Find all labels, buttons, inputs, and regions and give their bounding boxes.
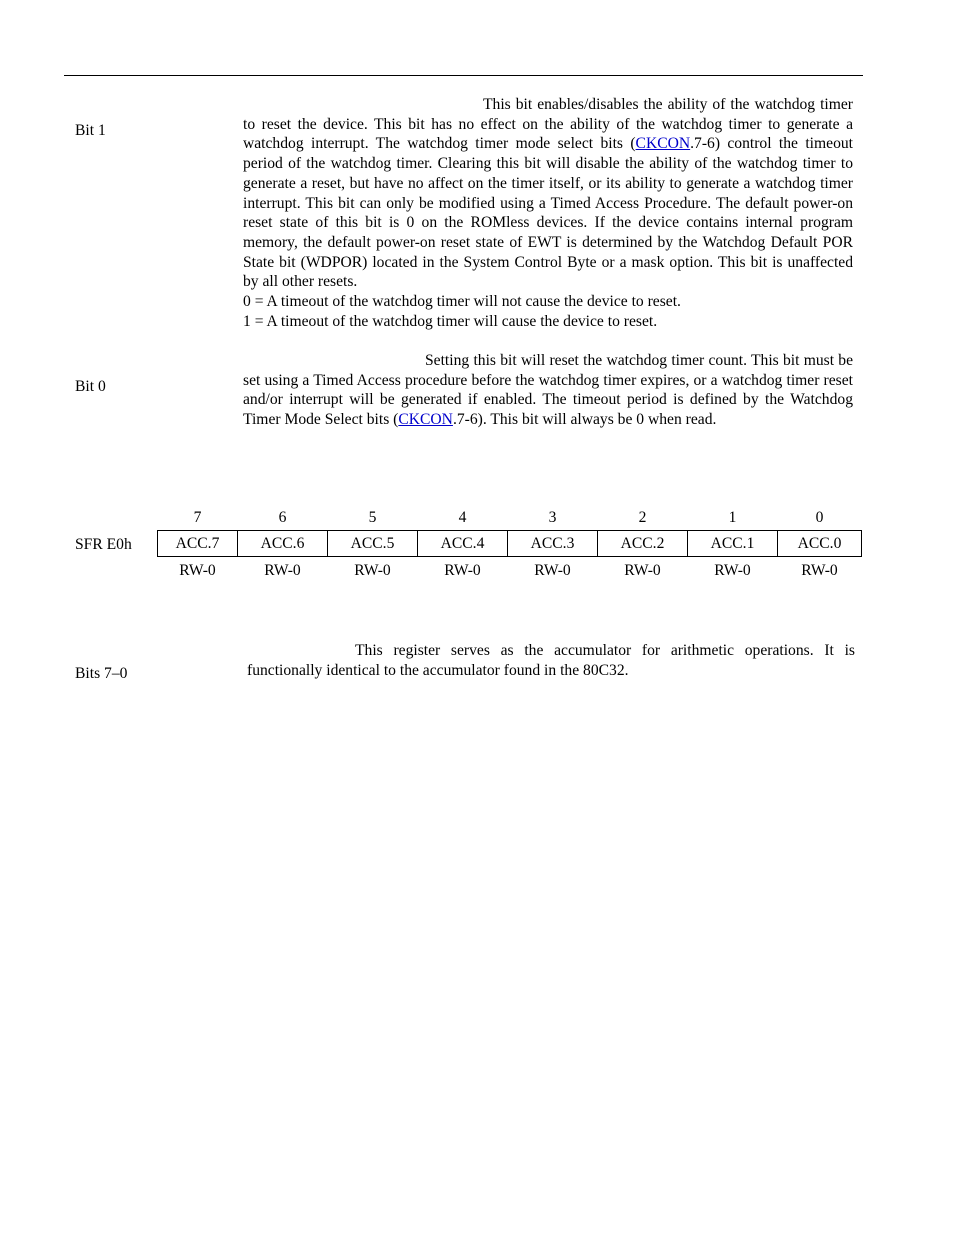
bit0-description (243, 351, 853, 430)
ckcon-link[interactable]: CKCON (635, 135, 691, 153)
bit-access-cell: RW-0 (179, 561, 216, 579)
bits70-text: This register serves as the accumulator for arithmetic operations. It is functionally identical to the accumulator found in the 80C32. (247, 642, 855, 679)
bit0-label: Bit 0 (75, 378, 106, 395)
bit-number: 6 (278, 509, 287, 526)
ckcon-link[interactable]: CKCON (398, 411, 453, 429)
bit1-description (243, 95, 853, 331)
bit-access-cell: RW-0 (714, 561, 751, 579)
bit-access-cell: RW-0 (264, 561, 301, 579)
bit1-label: Bit 1 (75, 122, 106, 139)
bit-number: 3 (548, 509, 557, 526)
bit-name-cell: ACC.6 (238, 531, 328, 557)
sfr-address-label: SFR E0h (75, 536, 132, 553)
bit0-text-b: .7-6). This bit will always be 0 when read. (452, 411, 717, 429)
bit-number: 5 (368, 509, 377, 526)
bit-name-cell: ACC.3 (508, 531, 598, 557)
register-bit-table (157, 506, 862, 584)
bit-name-cell: ACC.1 (688, 531, 778, 557)
bit-number-row (158, 506, 862, 531)
bit1-text-a: This bit enables/disables the ability of the watchdog timer to reset the device. This bit has no effect on the ability of the watchdog timer to generate a watchdog interrupt. The watchdog timer mode select bits ( (243, 96, 853, 153)
bit-name-cell: ACC.4 (418, 531, 508, 557)
bit-name-cell: ACC.2 (598, 531, 688, 557)
bit-access-cell: RW-0 (624, 561, 661, 579)
bit-access-cell: RW-0 (444, 561, 481, 579)
bit-number: 2 (638, 509, 647, 526)
bit-number: 0 (815, 509, 824, 526)
bit1-option-1: 1 = A timeout of the watchdog timer will cause the device to reset. (243, 312, 658, 330)
bit-name-cell: ACC.5 (328, 531, 418, 557)
bit-access-cell: RW-0 (534, 561, 571, 579)
bit0-text-a: Setting this bit will reset the watchdog timer count. This bit must be set using a Timed Access procedure before the watchdog timer expires, or a watchdog timer reset and/or interrupt will be generated if enabled. The timeout period is defined by the Watchdog Timer Mode Select bits ( (243, 352, 853, 429)
bit-access-row (158, 557, 862, 585)
bits70-label: Bits 7–0 (75, 665, 128, 682)
bits70-description (247, 641, 855, 680)
bit-access-cell: RW-0 (354, 561, 391, 579)
bit-number: 7 (193, 509, 202, 526)
header-rule (64, 75, 863, 76)
bit-number: 4 (458, 509, 467, 526)
bit-name-row (158, 531, 862, 557)
bit-name-cell: ACC.0 (778, 531, 862, 557)
bit-name-cell: ACC.7 (158, 531, 238, 557)
bit-number: 1 (728, 509, 737, 526)
bit1-text-b: .7-6) control the timeout period of the watchdog timer. Clearing this bit will disable the ability of the watchdog timer to generate a reset, but have no affect on the timer itself, or its ability to generate a watchdog timer interrupt. This bit can only be modified using a Timed Access Procedure. The default power-on reset state of this bit is 0 on the ROMless devices. If the device contains internal program memory, the default power-on reset state of EWT is determined by the Watchdog Default POR State bit (WDPOR) located in the System Control Byte or a mask option. This bit is unaffected by all other resets. (243, 135, 853, 291)
bit-access-cell: RW-0 (801, 561, 838, 579)
bit1-option-0: 0 = A timeout of the watchdog timer will not cause the device to reset. (243, 293, 681, 311)
